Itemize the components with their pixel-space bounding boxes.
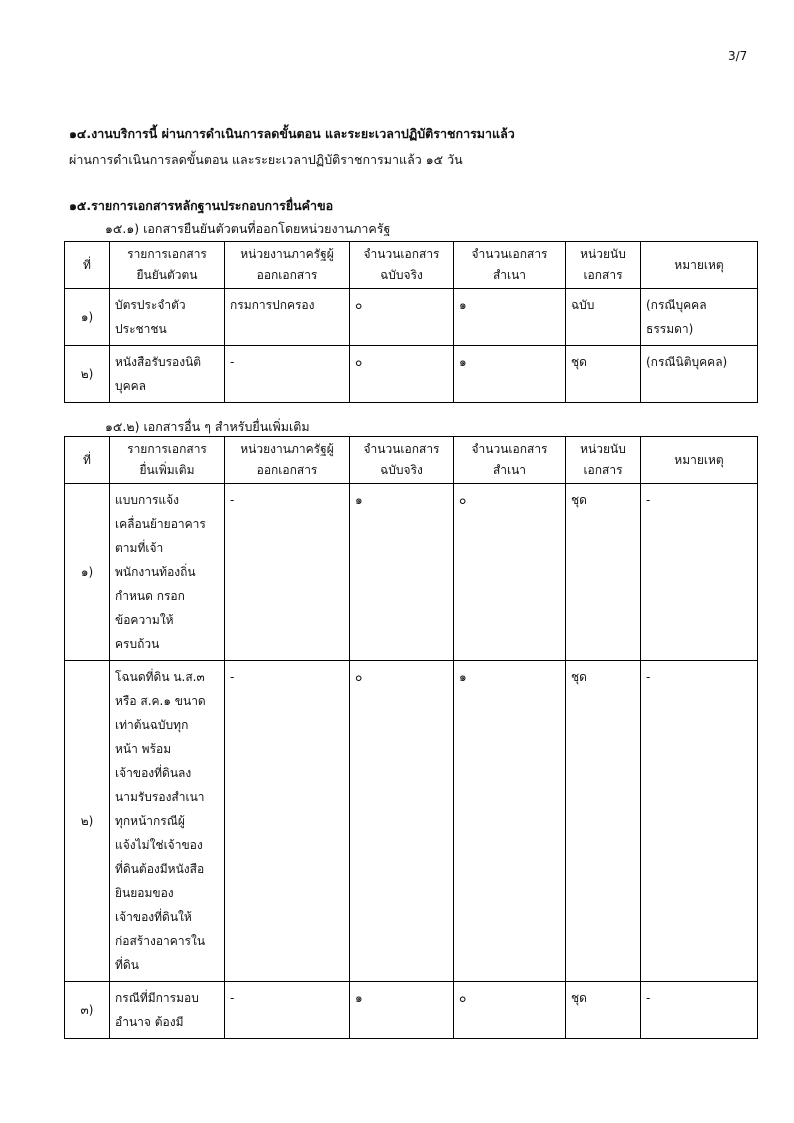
document-name: บัตรประจำตัว ประชาชน	[110, 289, 225, 346]
column-header: หมายเหตุ	[641, 242, 758, 289]
copy-count: ๐	[454, 484, 566, 661]
original-count: ๑	[350, 982, 454, 1039]
issuing-agency: กรมการปกครอง	[225, 289, 350, 346]
section-15-2-title: ๑๕.๒) เอกสารอื่น ๆ สำหรับยื่นเพิ่มเติม	[105, 419, 310, 434]
row-number: ๓)	[65, 982, 110, 1039]
original-count: ๐	[350, 661, 454, 982]
column-header: จำนวนเอกสาร สำเนา	[454, 437, 566, 484]
issuing-agency: -	[225, 346, 350, 403]
table-row	[65, 484, 758, 661]
identity-documents-table	[64, 241, 758, 403]
column-header: จำนวนเอกสาร ฉบับจริง	[350, 437, 454, 484]
remark: -	[641, 982, 758, 1039]
column-header: รายการเอกสาร ยืนยันตัวตน	[110, 242, 225, 289]
section-14-detail: ผ่านการดำเนินการลดขั้นตอน และระยะเวลาปฏิบัติราชการมาแล้ว ๑๕ วัน	[69, 152, 463, 167]
row-number: ๑)	[65, 484, 110, 661]
table-row	[65, 289, 758, 346]
row-number: ๑)	[65, 289, 110, 346]
column-header: จำนวนเอกสาร สำเนา	[454, 242, 566, 289]
remark: (กรณีบุคคล ธรรมดา)	[641, 289, 758, 346]
issuing-agency: -	[225, 484, 350, 661]
document-name: โฉนดที่ดิน น.ส.๓ หรือ ส.ค.๑ ขนาด เท่าต้นฉบับทุก หน้า พร้อม เจ้าของที่ดินลง นามรับรองสำเนา ทุกหน้ากรณีผู้ แจ้งไม่ใช่เจ้าของ ที่ดินต้องมีหนังสือ ยินยอมของ เจ้าของที่ดินให้ ก่อสร้างอาคารใน ที่ดิน	[110, 661, 225, 982]
column-header: จำนวนเอกสาร ฉบับจริง	[350, 242, 454, 289]
copy-count: ๑	[454, 661, 566, 982]
copy-count: ๑	[454, 346, 566, 403]
column-header: รายการเอกสาร ยื่นเพิ่มเติม	[110, 437, 225, 484]
copy-count: ๐	[454, 982, 566, 1039]
header-row	[65, 242, 758, 289]
document-name: หนังสือรับรองนิติ บุคคล	[110, 346, 225, 403]
issuing-agency: -	[225, 982, 350, 1039]
remark: -	[641, 661, 758, 982]
unit: ชุด	[566, 346, 641, 403]
column-header: หน่วยงานภาครัฐผู้ ออกเอกสาร	[225, 437, 350, 484]
table-row	[65, 346, 758, 403]
column-header: หน่วยนับ เอกสาร	[566, 437, 641, 484]
original-count: ๐	[350, 289, 454, 346]
document-name: แบบการแจ้ง เคลื่อนย้ายอาคาร ตามที่เจ้า พนักงานท้องถิ่น กำหนด กรอก ข้อความให้ ครบถ้วน	[110, 484, 225, 661]
column-header: ที่	[65, 437, 110, 484]
row-number: ๒)	[65, 346, 110, 403]
document-name: กรณีที่มีการมอบ อำนาจ ต้องมี	[110, 982, 225, 1039]
copy-count: ๑	[454, 289, 566, 346]
section-15-1-title: ๑๕.๑) เอกสารยืนยันตัวตนที่ออกโดยหน่วยงานภาครัฐ	[105, 221, 391, 236]
row-number: ๒)	[65, 661, 110, 982]
column-header: ที่	[65, 242, 110, 289]
issuing-agency: -	[225, 661, 350, 982]
additional-documents-table	[64, 436, 758, 1039]
remark: (กรณีนิติบุคคล)	[641, 346, 758, 403]
column-header: หมายเหตุ	[641, 437, 758, 484]
column-header: หน่วยนับ เอกสาร	[566, 242, 641, 289]
section-15-heading: ๑๕.รายการเอกสารหลักฐานประกอบการยื่นคำขอ	[69, 198, 334, 213]
header-row	[65, 437, 758, 484]
original-count: ๑	[350, 484, 454, 661]
table-row	[65, 982, 758, 1039]
table-row	[65, 661, 758, 982]
page-number: 3/7	[728, 49, 748, 63]
unit: ชุด	[566, 484, 641, 661]
section-14-heading: ๑๔.งานบริการนี้ ผ่านการดำเนินการลดขั้นตอน และระยะเวลาปฏิบัติราชการมาแล้ว	[69, 126, 515, 141]
original-count: ๐	[350, 346, 454, 403]
unit: ฉบับ	[566, 289, 641, 346]
unit: ชุด	[566, 982, 641, 1039]
remark: -	[641, 484, 758, 661]
column-header: หน่วยงานภาครัฐผู้ ออกเอกสาร	[225, 242, 350, 289]
unit: ชุด	[566, 661, 641, 982]
